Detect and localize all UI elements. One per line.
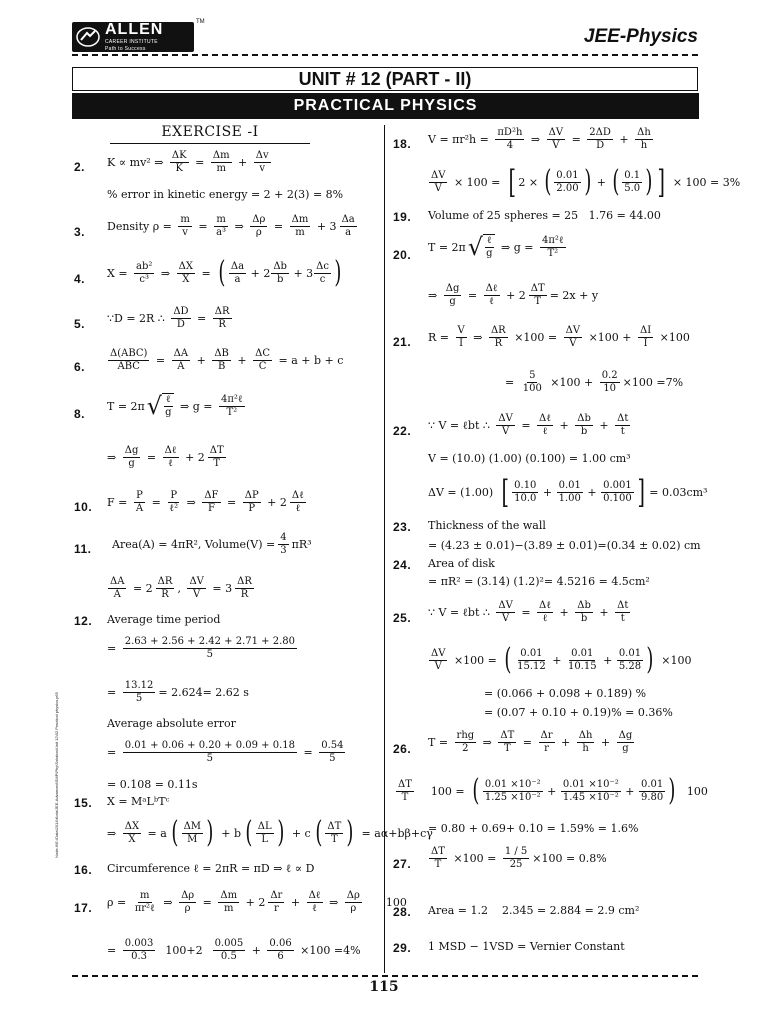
logo-name: ALLEN — [105, 21, 164, 38]
question-number: 17. — [74, 901, 93, 915]
allen-logo — [72, 22, 194, 52]
footer-rule — [72, 975, 698, 977]
page-header — [0, 0, 768, 62]
equation: ΔV = (1.00) [ 0.10 10.0 + $\frac{0.01}{1.00}$ + $\frac{0.001}{0.100}$ ] = 0.03cm³ — [428, 476, 707, 508]
section-banner: PRACTICAL PHYSICS — [72, 93, 699, 119]
question-number: 8. — [74, 407, 86, 421]
question-number: 3. — [74, 225, 86, 239]
answer-text: Average absolute error — [107, 717, 236, 730]
logo-tagline: Path to Success — [105, 46, 146, 52]
answer-text: Volume of 25 spheres = 25 1.76 = 44.00 — [428, 209, 661, 222]
equation: Density ρ = $\frac{m}{v}$ = $\frac{m}{\text{a³}}$ ⇒ $\frac{\Delta\rho}{\rho}$ = $\frac{\Delta m}{m}$ + 3 Δa a — [107, 214, 355, 238]
question-number: 15. — [74, 796, 93, 810]
equation: Area(A) = 4πR², Volume(V) = $\frac{4}{3}$ πR³ — [112, 532, 312, 556]
question-number: 27. — [393, 857, 412, 871]
equation: $\frac{\Delta A}{A}$ = 2 ΔR R , $\frac{\Delta V}{V}$ = 3 ΔR R — [110, 576, 252, 600]
runner-logo-icon — [75, 24, 101, 50]
exercise-heading: EXERCISE -I — [161, 124, 259, 140]
question-number: 26. — [393, 742, 412, 756]
answer-text: Average time period — [107, 613, 221, 626]
answer-text: Thickness of the wall — [428, 519, 546, 532]
equation: F = $\frac{P}{A}$ = P ℓ² ⇒ $\frac{\Delta F}{F}$ = $\frac{\Delta P}{P}$ + 2 Δℓ ℓ — [107, 490, 304, 514]
question-number: 5. — [74, 317, 86, 331]
question-number: 16. — [74, 863, 93, 877]
equation: Δ(ABC) ABC = $\frac{\Delta A}{A}$ + $\frac{\Delta B}{B}$ + $\frac{\Delta C}{C}$ = a + b + c — [110, 348, 344, 372]
question-number: 12. — [74, 614, 93, 628]
equation: T = rhg 2 ⇒ $\frac{\Delta T}{T}$ = $\frac{\Delta r}{r}$ + $\frac{\Delta h}{h}$ + $\frac{\Delta g}{g}$ — [428, 730, 633, 754]
equation: = $\frac{5}{100}$ ×100 + $\frac{0.2}{10}$ ×100 =7% — [505, 370, 684, 394]
answer-text: Area = 1.2 2.345 = 2.884 = 2.9 cm² — [428, 904, 640, 917]
equation: $\frac{\Delta V}{V}$ ×100 = ( 0.01 15.12 + $\frac{0.01}{10.15}$ + $\frac{0.01}{5.28}$ ) ×100 — [428, 645, 692, 675]
question-number: 19. — [393, 210, 412, 224]
equation: $\frac{\Delta T}{T}$ ×100 = $\frac{1 / 5}{25}$ ×100 = 0.8% — [431, 846, 607, 870]
equation: ⇒ $\frac{\Delta g}{g}$ = Δℓ ℓ + 2 $\frac{\Delta T}{T}$ = 2x + y — [428, 283, 599, 307]
equation: K ∝ mv² ⇒ $\frac{\Delta K}{K}$ = $\frac{\Delta m}{m}$ + $\frac{\Delta v}{v}$ — [107, 150, 269, 174]
answer-text: = 0.80 + 0.69+ 0.10 = 1.59% = 1.6% — [428, 822, 639, 835]
question-number: 21. — [393, 335, 412, 349]
page-number: 115 — [369, 979, 399, 995]
exercise-underline — [110, 143, 310, 144]
equation: X = $\frac{\text{ab²}}{\text{c³}}$ ⇒ $\frac{\Delta X}{X}$ = ( Δa a + 2 Δb b + 3 Δc c ) — [107, 258, 344, 288]
equation: ∵ V = ℓbt ∴ $\frac{\Delta V}{V}$ = Δℓ ℓ + $\frac{\Delta b}{b}$ + $\frac{\Delta t}{t}$ — [428, 600, 629, 624]
equation: X = MᵃLᵇTᶜ — [107, 795, 170, 808]
equation: T = 2π √ ℓ g ⇒ g = 4π²ℓ T² — [428, 233, 564, 261]
answer-text: % error in kinetic energy = 2 + 2(3) = 8% — [107, 188, 344, 201]
equation: = $\frac{0.003}{0.3}$ 100+2 0.005 0.5 + $\frac{0.06}{6}$ ×100 =4% — [107, 938, 361, 962]
logo-sub: CAREER INSTITUTE — [105, 39, 158, 45]
equation: ∵ V = ℓbt ∴ $\frac{\Delta V}{V}$ = Δℓ ℓ + $\frac{\Delta b}{b}$ + $\frac{\Delta t}{t}$ — [428, 413, 629, 437]
equation: = $\frac{0.01 + 0.06 + 0.20 + 0.09 + 0.18}{5}$ = $\frac{0.54}{5}$ — [107, 740, 344, 764]
equation: $\frac{\Delta V}{V}$ × 100 = [ 2 × ( 0.01 2.00 ) + ( 0.1 5.0 ) ] × 100 = 3% — [428, 166, 740, 198]
header-rule — [72, 54, 698, 56]
question-number: 18. — [393, 137, 412, 151]
trademark: TM — [196, 19, 205, 25]
equation: ⇒ $\frac{\Delta X}{X}$ = a ( ΔM M ) + b ( ΔL L ) + c ( ΔT T ) = aα+bβ+cγ — [107, 818, 433, 848]
equation: Circumference ℓ = 2πR = πD ⇒ ℓ ∝ D — [107, 862, 315, 875]
question-number: 29. — [393, 941, 412, 955]
question-number: 22. — [393, 424, 412, 438]
answer-text: = (0.066 + 0.098 + 0.189) % — [484, 687, 647, 700]
question-number: 25. — [393, 611, 412, 625]
question-number: 4. — [74, 272, 86, 286]
answer-text: = πR² = (3.14) (1.2)²= 4.5216 = 4.5cm² — [428, 575, 650, 588]
equation: ⇒ $\frac{\Delta g}{g}$ = Δℓ ℓ + 2 ΔT T — [107, 445, 224, 469]
question-number: 11. — [74, 542, 92, 556]
answer-text: = 0.108 = 0.11s — [107, 778, 198, 791]
equation: = $\frac{2.63 + 2.56 + 2.42 + 2.71 + 2.80}{5}$ — [107, 636, 295, 660]
equation: V = πr²h = $\frac{\text{πD²h}}{4}$ ⇒ $\frac{\Delta V}{V}$ = $\frac{2\Delta D}{D}$ + $\frac{\Delta h}{h}$ — [428, 127, 651, 151]
question-number: 24. — [393, 558, 412, 572]
equation: ρ = m πr²ℓ ⇒ $\frac{\Delta\rho}{\rho}$ = $\frac{\Delta m}{m}$ + 2 Δr r + Δℓ ℓ ⇒ Δρ ρ 100 — [107, 890, 407, 914]
question-number: 23. — [393, 520, 412, 534]
question-number: 2. — [74, 160, 86, 174]
answer-text: = (0.07 + 0.10 + 0.19)% = 0.36% — [484, 706, 673, 719]
question-number: 6. — [74, 360, 86, 374]
answer-text: V = (10.0) (1.00) (0.100) = 1.00 cm³ — [428, 452, 631, 465]
equation: ∵D = 2R ∴ $\frac{\Delta D}{D}$ = $\frac{\Delta R}{R}$ — [107, 306, 230, 330]
subject-title: JEE-Physics — [583, 26, 698, 47]
equation: R = $\frac{V}{I}$ ⇒ $\frac{\Delta R}{R}$ ×100 = $\frac{\Delta V}{V}$ ×100 + $\frac{\Delta I}{I}$ ×100 — [428, 325, 690, 349]
question-number: 20. — [393, 248, 412, 262]
equation: ΔT T 100 = ( 0.01 ×10⁻² 1.25 ×10⁻² + $\frac{\text{0.01 ×10⁻²}}{\text{1.45 ×10⁻²}}$ + $\frac{0.01}{9.80}$ ) 100 — [395, 776, 708, 806]
question-number: 28. — [393, 905, 412, 919]
side-file-path: Node-6\E:\Data\2014\Kota\JEE-Advanced\SMP\Phy\Solution\Unit 12\02 Practical physics.p65 — [54, 692, 59, 858]
equation: = $\frac{13.12}{5}$ = 2.624= 2.62 s — [107, 680, 249, 704]
answer-text: 1 MSD − 1VSD = Vernier Constant — [428, 940, 625, 953]
unit-title: UNIT # 12 (PART - II) — [72, 67, 698, 91]
answer-text: Area of disk — [428, 557, 495, 570]
answer-text: = (4.23 ± 0.01)−(3.89 ± 0.01)=(0.34 ± 0.02) cm — [428, 539, 701, 552]
question-number: 10. — [74, 500, 93, 514]
equation: T = 2π √ ℓ g ⇒ g = 4π²ℓ T² — [107, 392, 243, 420]
